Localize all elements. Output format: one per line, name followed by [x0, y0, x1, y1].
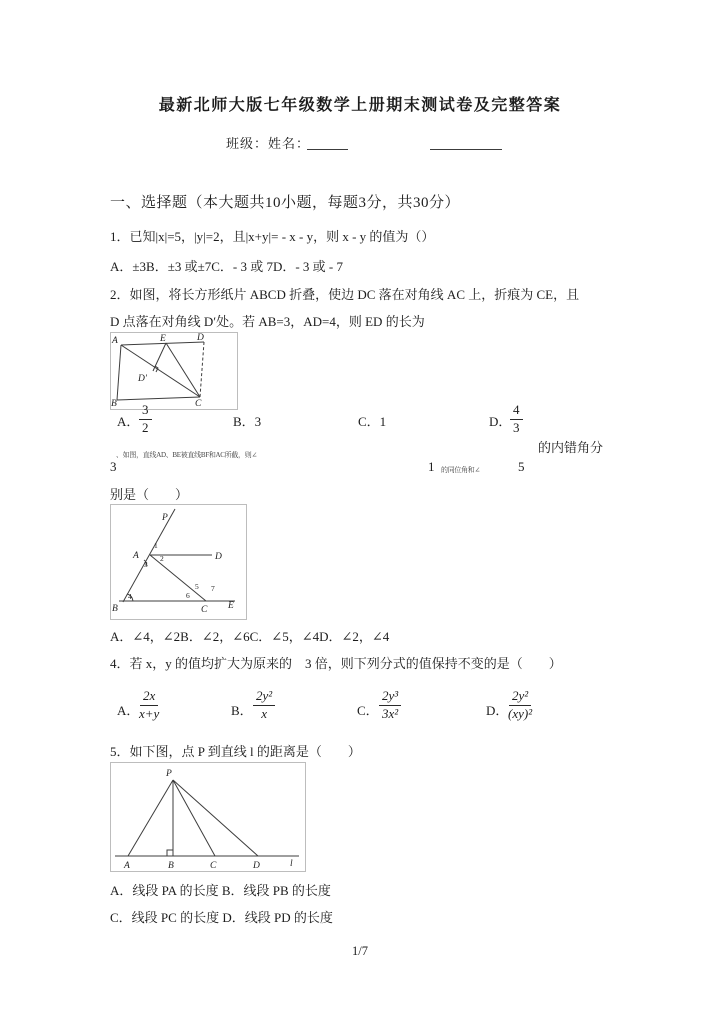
q3-angle-4: 4	[128, 592, 132, 601]
q5-options-line2: C．线段 PC 的长度 D．线段 PD 的长度	[110, 910, 333, 925]
q3-text-tiny-part1: 、如图，直线AD、BE被直线BF和AC所截，则∠	[116, 451, 258, 459]
q4-option-d-fraction	[508, 689, 532, 722]
q3-label-B: B	[112, 604, 118, 614]
q3-angle-5: 5	[195, 582, 199, 591]
q2-label-A: A	[112, 336, 118, 346]
fraction-numerator: 2y³	[379, 689, 401, 706]
fraction-denominator: 3	[513, 419, 520, 435]
section1-heading: 一、选择题（本大题共10小题，每题3分，共30分）	[110, 195, 461, 211]
q2-figure	[110, 332, 238, 410]
fraction-numerator: 2x	[140, 689, 158, 706]
doc-title: 最新北师大版七年级数学上册期末测试卷及完整答案	[158, 97, 562, 114]
fraction-denominator: 2	[142, 419, 149, 435]
fraction-denominator: 3x²	[382, 705, 399, 721]
q4-option-b-fraction	[253, 689, 275, 722]
name-blank-long	[430, 148, 502, 150]
q4-text: 4．若 x，y 的值均扩大为原来的 3 倍，则下列分式的值保持不变的是（ ）	[110, 656, 562, 671]
fraction-numerator: 2y²	[509, 689, 531, 706]
q3-angle-1: 1	[154, 541, 158, 550]
q5-label-P: P	[166, 769, 172, 779]
q2-rectangle-lines	[117, 342, 204, 400]
class-name-label: 班级：姓名：	[226, 136, 311, 151]
q3-label-C: C	[201, 605, 208, 615]
q3-text-tiny-part2: 的同位角和∠	[441, 466, 481, 474]
q3-number: 3	[110, 459, 117, 474]
right-angle-mark	[155, 366, 158, 372]
fraction-numerator: 2y²	[253, 689, 275, 706]
q4-option-d-label: D．	[486, 703, 509, 718]
q3-text-line2: 别是（ ）	[110, 487, 189, 502]
q3-figure	[110, 504, 247, 620]
fraction-numerator: 4	[510, 403, 523, 420]
right-angle-mark	[167, 850, 173, 856]
q3-options: A．∠4，∠2B．∠2，∠6C．∠5，∠4D．∠2，∠4	[110, 629, 390, 644]
q3-angle-3: 3	[144, 560, 148, 569]
q2-option-a-fraction	[139, 403, 152, 436]
q5-label-D: D	[253, 861, 260, 869]
q2-label-E: E	[160, 334, 166, 344]
q2-label-C: C	[195, 399, 202, 407]
q2-option-d-label: D．	[489, 414, 512, 429]
q5-lines	[115, 780, 299, 856]
q1-options: A．±3B．±3 或±7C．- 3 或 7D．- 3 或 - 7	[110, 259, 344, 274]
q2-text-line2: D 点落在对角线 D′处。若 AB=3，AD=4，则 ED 的长为	[110, 314, 425, 329]
q5-label-C: C	[210, 861, 217, 869]
q2-option-c: C．1	[358, 414, 387, 429]
q2-label-D: D	[197, 333, 204, 343]
q2-option-a-label: A．	[117, 414, 140, 429]
q2-label-B: B	[111, 399, 117, 407]
q3-label-P: P	[162, 513, 168, 523]
q4-option-b-label: B．	[231, 703, 253, 718]
q3-angle-6: 6	[186, 591, 190, 600]
q2-label-D-prime: D′	[138, 374, 147, 384]
q3-angle5-ref: 5	[518, 459, 525, 474]
q4-option-c-label: C．	[357, 703, 379, 718]
page-number: 1/7	[352, 944, 368, 958]
q4-option-c-fraction	[379, 689, 401, 722]
fraction-numerator: 3	[139, 403, 152, 420]
q3-angle-2: 2	[160, 554, 164, 563]
q4-option-a-fraction	[139, 689, 159, 722]
q3-text-fragment: 的内错角分	[538, 440, 604, 455]
q3-label-D: D	[215, 552, 222, 562]
q3-angle1-ref: 1	[428, 459, 435, 474]
fraction-denominator: (xy)²	[508, 705, 533, 721]
q2-text-line1: 2．如图，将长方形纸片 ABCD 折叠，使边 DC 落在对角线 AC 上，折痕为 CE，且	[110, 287, 580, 302]
q2-option-b: B．3	[233, 414, 262, 429]
q1-text: 1．已知|x|=5，|y|=2，且|x+y|= - x - y，则 x - y 的值为（）	[110, 229, 435, 244]
name-blank-short	[307, 148, 348, 150]
q5-label-l: l	[290, 859, 293, 869]
q5-label-B: B	[168, 861, 174, 869]
fraction-denominator: x	[261, 705, 267, 721]
q5-figure	[110, 762, 306, 872]
q2-option-d-fraction	[510, 403, 523, 436]
q4-option-a-label: A．	[117, 703, 140, 718]
q5-label-A: A	[124, 861, 130, 869]
q3-label-A: A	[133, 551, 139, 561]
q3-angle-7: 7	[211, 584, 215, 593]
q5-options-line1: A．线段 PA 的长度 B．线段 PB 的长度	[110, 883, 331, 898]
q3-label-E: E	[228, 601, 234, 611]
fraction-denominator: x+y	[139, 705, 160, 721]
q5-text: 5．如下图，点 P 到直线 l 的距离是（ ）	[110, 744, 361, 759]
